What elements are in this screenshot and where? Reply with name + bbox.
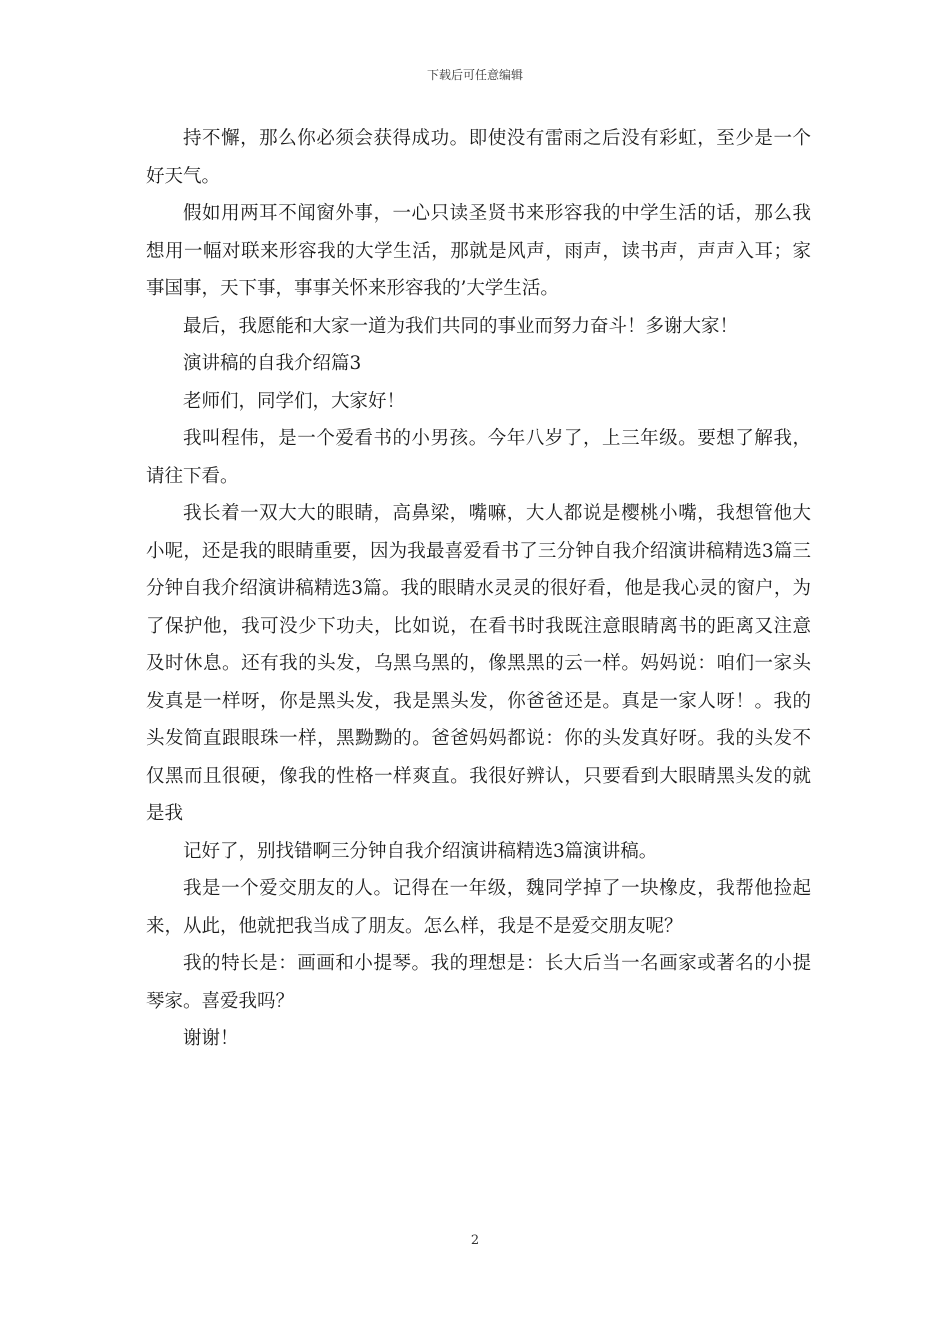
- paragraph: 我的特长是：画画和小提琴。我的理想是：长大后当一名画家或著名的小提琴家。喜爱我吗？: [146, 953, 811, 1012]
- page-number: 2: [470, 1233, 480, 1248]
- paragraph: 最后，我愿能和大家一道为我们共同的事业而努力奋斗！多谢大家！: [183, 315, 739, 337]
- page-header: 下载后可任意编辑: [426, 68, 523, 82]
- document-body: [146, 120, 811, 1058]
- paragraph: 假如用两耳不闻窗外事，一心只读圣贤书来形容我的中学生活的话，那么我想用一幅对联来形容我的大学生活，那就是风声，雨声，读书声，声声入耳；家事国事，天下事，事事关怀来形容我的’大学生活。: [146, 203, 811, 299]
- closing: 谢谢！: [183, 1028, 239, 1049]
- paragraph: 我叫程伟，是一个爱看书的小男孩。今年八岁了，上三年级。要想了解我，请往下看。: [146, 428, 811, 487]
- paragraph: 记好了，别找错啊三分钟自我介绍演讲稿精选3篇演讲稿。: [183, 840, 658, 862]
- paragraph: 我是一个爱交朋友的人。记得在一年级，魏同学掉了一块橡皮，我帮他捡起来，从此，他就把我当成了朋友。怎么样，我是不是爱交朋友呢？: [146, 878, 811, 937]
- paragraph: 持不懈，那么你必须会获得成功。即使没有雷雨之后没有彩虹，至少是一个好天气。: [146, 128, 811, 187]
- greeting: 老师们，同学们，大家好！: [183, 390, 406, 412]
- section-heading: 演讲稿的自我介绍篇3: [183, 353, 362, 374]
- paragraph: 我长着一双大大的眼睛，高鼻梁，嘴嘛，大人都说是樱桃小嘴，我想管他大小呢，还是我的眼睛重要，因为我最喜爱看书了三分钟自我介绍演讲稿精选3篇三分钟自我介绍演讲稿精选3篇。我的眼睛水灵灵的很好看，他是我心灵的窗户，为了保护他，我可没少下功夫，比如说，在看书时我既注意眼睛离书的距离又注意及时休息。还有我的头发，乌黑乌黑的，像黑黑的云一样。妈妈说：咱们一家头发真是一样呀，你是黑头发，我是黑头发，你爸爸还是。真是一家人呀！。我的头发简直跟眼珠一样，黑黝黝的。爸爸妈妈都说：你的头发真好呀。我的头发不仅黑而且很硬，像我的性格一样爽直。我很好辨认，只要看到大眼睛黑头发的就是我: [146, 503, 811, 824]
